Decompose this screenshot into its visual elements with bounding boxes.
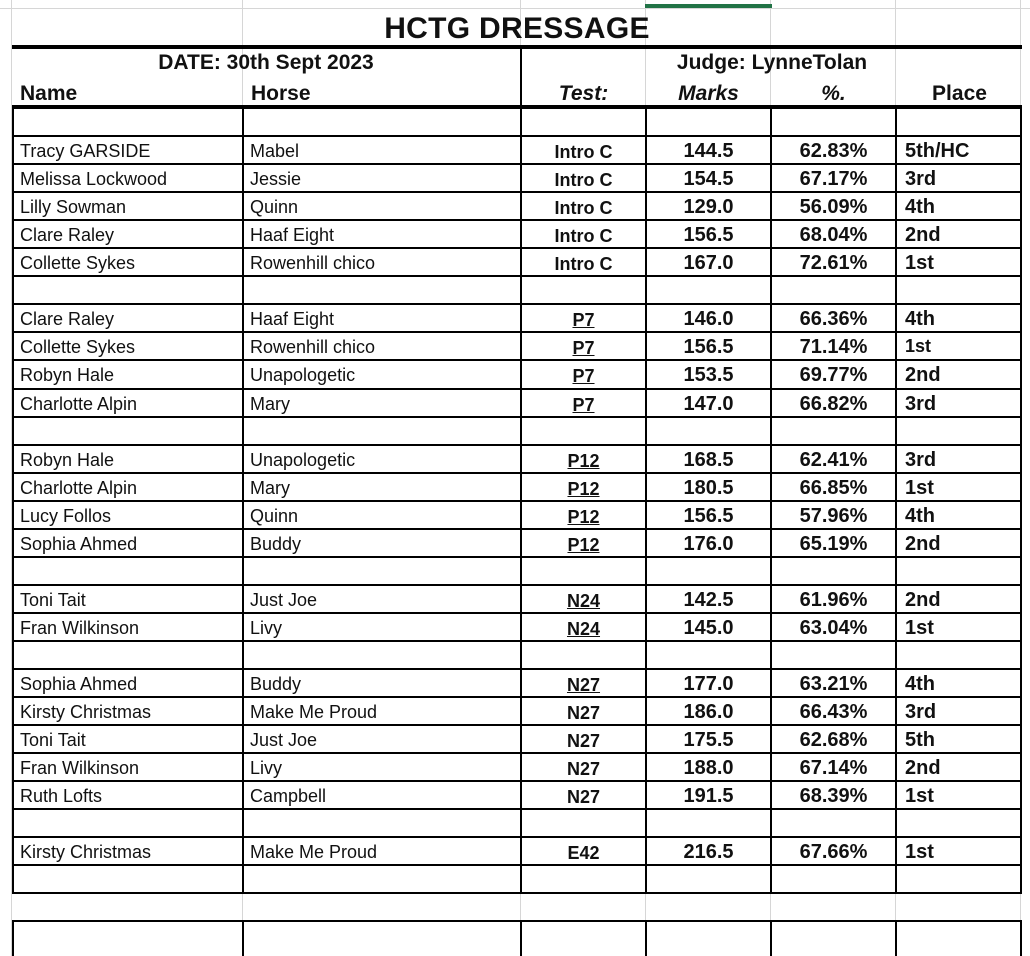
row-border: [12, 444, 1022, 446]
horse-cell[interactable]: Just Joe: [250, 589, 318, 610]
test-cell[interactable]: P7: [572, 366, 595, 387]
row-border: [12, 780, 1022, 782]
horse-cell[interactable]: Unapologetic: [250, 449, 356, 470]
rider-name-cell[interactable]: Melissa Lockwood: [20, 169, 168, 190]
row-border: [12, 612, 1022, 614]
test-cell[interactable]: P12: [567, 450, 600, 471]
rider-name-cell[interactable]: Sophia Ahmed: [20, 674, 138, 694]
horse-cell[interactable]: Make Me Proud: [250, 702, 378, 723]
rider-name-cell[interactable]: Sophia Ahmed: [20, 533, 138, 554]
row-border: [12, 388, 1022, 390]
marks-cell[interactable]: 147.0: [683, 392, 734, 415]
rider-name-cell[interactable]: Fran Wilkinson: [20, 758, 140, 779]
row-border: [12, 359, 1022, 361]
place-cell[interactable]: 5th/HC: [905, 140, 970, 163]
row-border: [12, 808, 1022, 810]
test-cell[interactable]: P7: [572, 394, 595, 415]
percent-cell[interactable]: 72.61%: [799, 252, 868, 275]
rider-name-cell[interactable]: Clare Raley: [20, 309, 115, 330]
test-cell[interactable]: N27: [566, 759, 601, 780]
row-border: [12, 472, 1022, 474]
percent-cell[interactable]: 63.04%: [799, 616, 868, 639]
row-border: [12, 920, 1022, 922]
column-border: [645, 922, 647, 956]
marks-cell[interactable]: 180.5: [683, 476, 734, 499]
column-border: [242, 922, 244, 956]
test-cell[interactable]: P12: [567, 506, 600, 527]
row-border: [12, 752, 1022, 754]
percent-cell[interactable]: 69.77%: [799, 364, 868, 387]
column-border: [895, 922, 897, 956]
place-cell[interactable]: 4th: [905, 504, 935, 527]
percent-cell[interactable]: 61.96%: [799, 588, 868, 611]
percent-cell[interactable]: 66.36%: [799, 308, 868, 331]
horse-cell[interactable]: Quinn: [250, 197, 299, 218]
horse-cell[interactable]: Buddy: [250, 674, 302, 694]
test-cell[interactable]: P7: [572, 338, 595, 359]
column-border: [1020, 109, 1022, 894]
percent-cell[interactable]: 56.09%: [799, 196, 868, 219]
test-cell[interactable]: Intro C: [554, 254, 613, 275]
marks-cell[interactable]: 175.5: [683, 729, 734, 752]
horse-cell[interactable]: Rowenhill chico: [250, 337, 376, 358]
column-border: [770, 922, 772, 956]
percent-cell[interactable]: 66.43%: [799, 701, 868, 724]
sheet-title: HCTG DRESSAGE: [384, 12, 650, 45]
horse-cell[interactable]: Quinn: [250, 505, 299, 526]
horse-cell[interactable]: Buddy: [250, 533, 302, 554]
horse-cell[interactable]: Livy: [250, 758, 283, 779]
marks-cell[interactable]: 154.5: [683, 168, 734, 191]
percent-cell[interactable]: 62.41%: [799, 448, 868, 471]
horse-cell[interactable]: Haaf Eight: [250, 309, 335, 330]
column-border: [1020, 922, 1022, 956]
test-cell[interactable]: P12: [567, 534, 600, 555]
test-cell[interactable]: N24: [566, 590, 601, 611]
percent-cell[interactable]: 67.14%: [799, 757, 868, 780]
marks-cell[interactable]: 129.0: [683, 196, 734, 219]
rider-name-cell[interactable]: Ruth Lofts: [20, 786, 103, 807]
test-cell[interactable]: Intro C: [554, 198, 613, 219]
marks-cell[interactable]: 167.0: [683, 252, 734, 275]
row-border: [12, 135, 1022, 137]
place-cell[interactable]: 2nd: [905, 224, 941, 247]
test-cell[interactable]: N27: [566, 787, 601, 808]
place-cell[interactable]: 2nd: [905, 588, 941, 611]
marks-cell[interactable]: 145.0: [683, 616, 734, 639]
column-header-test[interactable]: Test:: [558, 82, 609, 105]
place-cell[interactable]: 1st: [905, 785, 934, 808]
column-border: [12, 922, 14, 956]
row-border: [12, 500, 1022, 502]
rider-name-cell[interactable]: Robyn Hale: [20, 365, 115, 386]
column-header-place[interactable]: Place: [932, 82, 987, 105]
test-cell[interactable]: N27: [566, 675, 601, 695]
place-cell[interactable]: 2nd: [905, 757, 941, 780]
horse-cell[interactable]: Mabel: [250, 141, 300, 162]
column-header-name[interactable]: Name: [20, 82, 78, 105]
horse-cell[interactable]: Rowenhill chico: [250, 253, 376, 274]
place-cell[interactable]: 1st: [905, 252, 934, 275]
rider-name-cell[interactable]: Toni Tait: [20, 589, 86, 610]
rider-name-cell[interactable]: Charlotte Alpin: [20, 477, 138, 498]
row-border: [12, 303, 1022, 305]
percent-cell[interactable]: 67.66%: [799, 841, 868, 864]
row-border: [12, 696, 1022, 698]
marks-cell[interactable]: 156.5: [683, 224, 734, 247]
test-cell[interactable]: N27: [566, 703, 601, 724]
test-cell[interactable]: Intro C: [554, 170, 613, 191]
row-border: [12, 528, 1022, 530]
rider-name-cell[interactable]: Kirsty Christmas: [20, 702, 152, 723]
row-border: [12, 724, 1022, 726]
horse-cell[interactable]: Livy: [250, 617, 283, 638]
rider-name-cell[interactable]: Toni Tait: [20, 730, 86, 751]
rider-name-cell[interactable]: Lilly Sowman: [20, 197, 127, 218]
horse-cell[interactable]: Jessie: [250, 169, 302, 190]
place-cell[interactable]: 4th: [905, 196, 935, 219]
marks-cell[interactable]: 188.0: [683, 757, 734, 780]
column-border: [520, 922, 522, 956]
rider-name-cell[interactable]: Kirsty Christmas: [20, 842, 152, 863]
row-border: [12, 247, 1022, 249]
row-border: [12, 163, 1022, 165]
place-cell[interactable]: 1st: [905, 841, 934, 864]
rider-name-cell[interactable]: Fran Wilkinson: [20, 617, 140, 638]
test-cell[interactable]: N27: [566, 731, 601, 752]
horse-cell[interactable]: Haaf Eight: [250, 225, 335, 246]
judge-label: Judge: LynneTolan: [676, 51, 868, 74]
horse-cell[interactable]: Unapologetic: [250, 365, 356, 386]
horse-cell[interactable]: Just Joe: [250, 730, 318, 751]
place-cell[interactable]: 2nd: [905, 364, 941, 387]
column-border: [895, 109, 897, 894]
percent-cell[interactable]: 68.39%: [799, 785, 868, 808]
row-border: [12, 640, 1022, 642]
horse-cell[interactable]: Make Me Proud: [250, 842, 378, 863]
rider-name-cell[interactable]: Robyn Hale: [20, 449, 115, 470]
percent-cell[interactable]: 66.85%: [799, 476, 868, 499]
rider-name-cell[interactable]: Tracy GARSIDE: [20, 141, 151, 162]
test-cell[interactable]: N24: [566, 618, 601, 639]
title-rule: [12, 45, 1022, 49]
rider-name-cell[interactable]: Clare Raley: [20, 225, 115, 246]
horse-cell[interactable]: Mary: [250, 477, 290, 498]
row-border: [12, 584, 1022, 586]
test-cell[interactable]: E42: [567, 843, 600, 864]
row-border: [12, 668, 1022, 670]
row-border: [12, 892, 1022, 894]
row-border: [12, 556, 1022, 558]
percent-cell[interactable]: 57.96%: [799, 504, 868, 527]
column-border: [12, 109, 14, 894]
place-cell[interactable]: 1st: [905, 616, 934, 639]
marks-cell[interactable]: 216.5: [683, 841, 734, 864]
row-border: [12, 836, 1022, 838]
percent-cell[interactable]: 71.14%: [799, 336, 868, 359]
place-cell[interactable]: 2nd: [905, 532, 941, 555]
results-sheet: [12, 8, 1022, 956]
row-border: [12, 275, 1022, 277]
percent-cell[interactable]: 68.04%: [799, 224, 868, 247]
row-border: [12, 416, 1022, 418]
place-cell[interactable]: 3rd: [905, 168, 937, 191]
percent-cell[interactable]: 63.21%: [799, 673, 868, 695]
marks-cell[interactable]: 168.5: [683, 448, 734, 471]
marks-cell[interactable]: 146.0: [683, 308, 734, 331]
place-cell[interactable]: 5th: [905, 729, 935, 752]
percent-cell[interactable]: 62.83%: [799, 140, 868, 163]
place-cell[interactable]: 3rd: [905, 701, 937, 724]
place-cell[interactable]: 3rd: [905, 392, 937, 415]
marks-cell[interactable]: 156.5: [683, 504, 734, 527]
marks-cell[interactable]: 142.5: [683, 588, 734, 611]
marks-cell[interactable]: 144.5: [683, 140, 734, 163]
marks-cell[interactable]: 191.5: [683, 785, 734, 808]
test-cell[interactable]: Intro C: [554, 142, 613, 163]
percent-cell[interactable]: 62.68%: [799, 729, 868, 752]
marks-cell[interactable]: 177.0: [683, 673, 734, 695]
marks-cell[interactable]: 186.0: [683, 701, 734, 724]
percent-cell[interactable]: 67.17%: [799, 168, 868, 191]
place-cell[interactable]: 3rd: [905, 448, 937, 471]
test-cell[interactable]: P12: [567, 478, 600, 499]
place-cell[interactable]: 4th: [905, 308, 935, 331]
row-border: [12, 191, 1022, 193]
marks-cell[interactable]: 176.0: [683, 532, 734, 555]
date-label: DATE: 30th Sept 2023: [158, 51, 374, 74]
marks-cell[interactable]: 156.5: [683, 336, 734, 359]
rider-name-cell[interactable]: Collette Sykes: [20, 253, 136, 274]
place-cell[interactable]: 1st: [905, 336, 932, 357]
rider-name-cell[interactable]: Charlotte Alpin: [20, 393, 138, 414]
place-cell[interactable]: 1st: [905, 476, 934, 499]
row-border: [12, 219, 1022, 221]
test-cell[interactable]: P7: [572, 310, 595, 331]
marks-cell[interactable]: 153.5: [683, 364, 734, 387]
column-header-marks[interactable]: Marks: [678, 82, 739, 105]
percent-cell[interactable]: 65.19%: [799, 532, 868, 555]
row-border: [12, 331, 1022, 333]
column-border: [242, 109, 244, 894]
percent-cell[interactable]: 66.82%: [799, 392, 868, 415]
rider-name-cell[interactable]: Lucy Follos: [20, 505, 112, 526]
horse-cell[interactable]: Mary: [250, 393, 290, 414]
column-header-horse[interactable]: Horse: [251, 82, 311, 105]
row-border: [12, 864, 1022, 866]
column-header-percent[interactable]: %.: [821, 82, 846, 105]
rider-name-cell[interactable]: Collette Sykes: [20, 337, 136, 358]
place-cell[interactable]: 4th: [905, 673, 935, 695]
horse-cell[interactable]: Campbell: [250, 786, 327, 807]
test-cell[interactable]: Intro C: [554, 226, 613, 247]
